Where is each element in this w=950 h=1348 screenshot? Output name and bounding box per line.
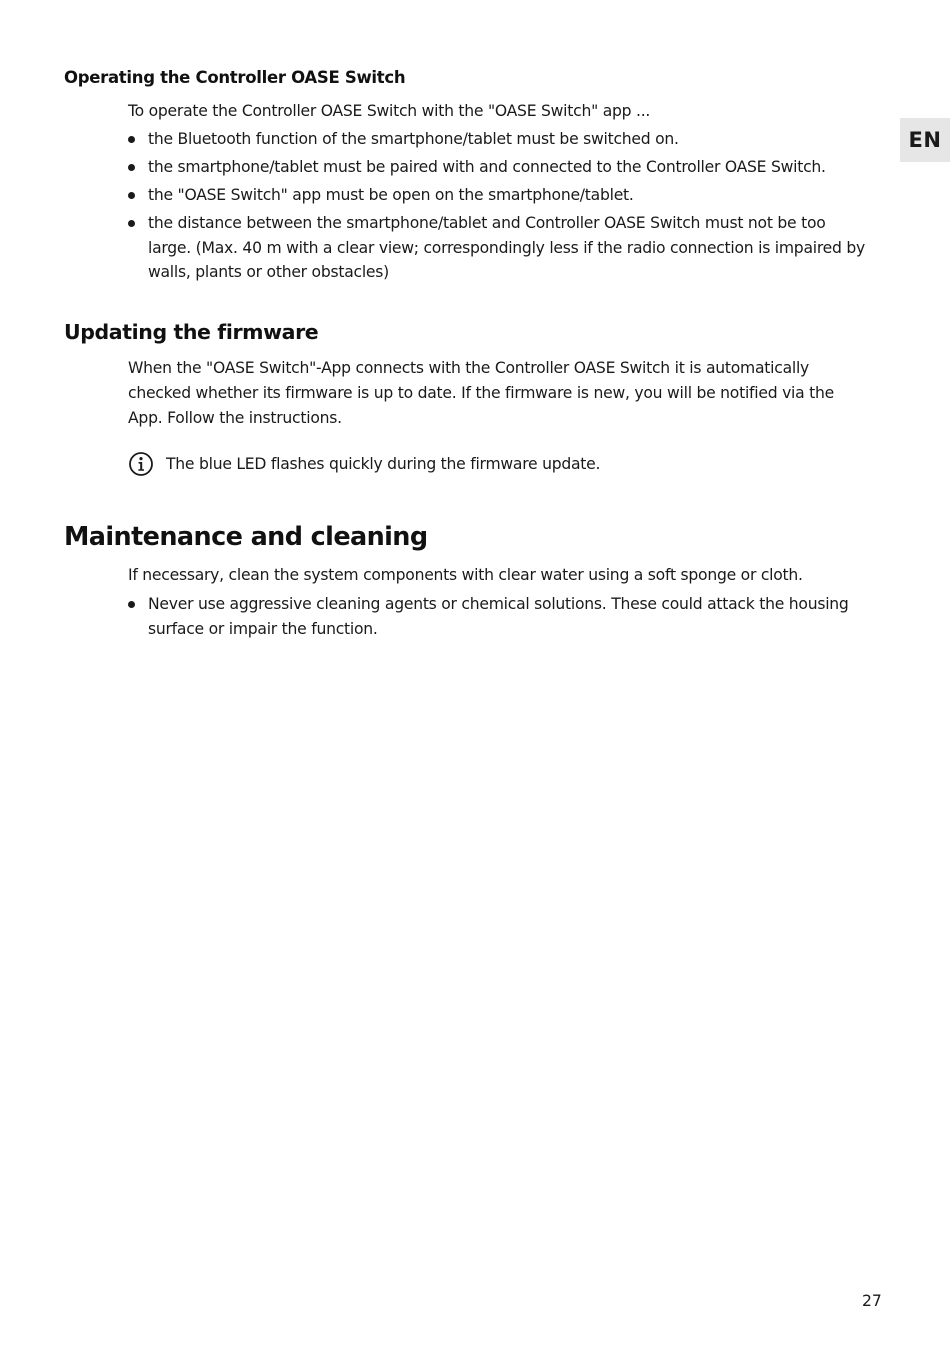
list-item [128, 127, 873, 152]
language-tab: EN [900, 118, 950, 162]
list-item [128, 211, 873, 285]
section-heading-firmware: Updating the firmware [64, 320, 319, 344]
maintenance-list [128, 592, 873, 645]
section-heading-maintenance: Maintenance and cleaning [64, 522, 428, 552]
operating-intro: To operate the Controller OASE Switch with the "OASE Switch" app ... [128, 102, 651, 120]
bullet-icon [128, 164, 135, 171]
bullet-icon [128, 220, 135, 227]
list-item-text: the "OASE Switch" app must be open on the smartphone/tablet. [148, 186, 634, 204]
firmware-text: When the "OASE Switch"-App connects with the Controller OASE Switch it is automatically checked whether its firmware is up to date. If the firmware is new, you will be notified via the App. Follow the instructions. [128, 359, 834, 427]
list-item [128, 592, 873, 641]
firmware-note [128, 451, 873, 477]
operating-requirements-list [128, 127, 873, 288]
bullet-icon [128, 601, 135, 608]
list-item-text: the Bluetooth function of the smartphone/tablet must be switched on. [148, 130, 679, 148]
bullet-icon [128, 136, 135, 143]
page-number: 27 [862, 1292, 882, 1310]
note-text: The blue LED flashes quickly during the firmware update. [166, 455, 601, 473]
list-item [128, 155, 873, 180]
bullet-icon [128, 192, 135, 199]
list-item-text: the smartphone/tablet must be paired with and connected to the Controller OASE Switch. [148, 158, 826, 176]
info-icon [128, 451, 154, 477]
list-item-text: the distance between the smartphone/tablet and Controller OASE Switch must not be too large. (Max. 40 m with a clear view; correspondingly less if the radio connection is impaired by walls, plants or other obstacles) [148, 214, 865, 281]
list-item [128, 183, 873, 208]
section-heading-operating: Operating the Controller OASE Switch [64, 68, 406, 87]
list-item-text: Never use aggressive cleaning agents or chemical solutions. These could attack the housing surface or impair the function. [148, 595, 849, 638]
maintenance-text: If necessary, clean the system components with clear water using a soft sponge or cloth. [128, 566, 803, 584]
